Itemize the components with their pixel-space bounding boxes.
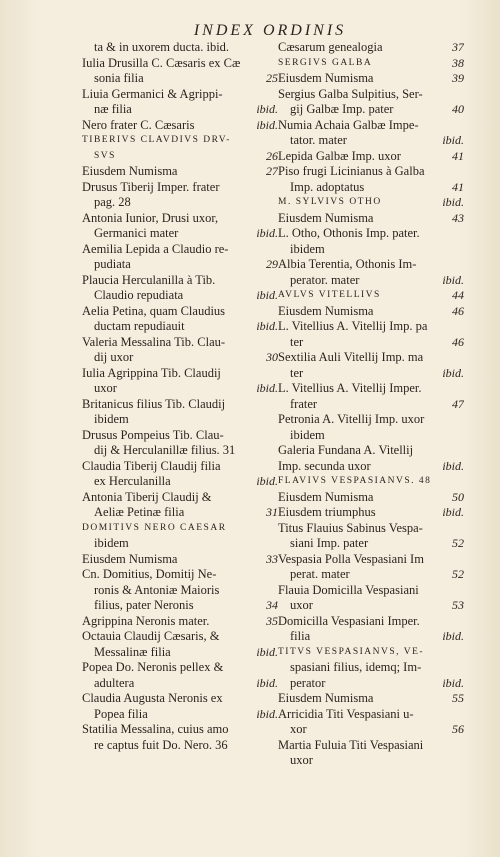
index-entry: [278, 598, 464, 614]
entry-text: DOMITIVS NERO CAESAR: [82, 522, 227, 533]
entry-text: pag. 28: [94, 195, 131, 209]
index-entry: [278, 366, 464, 382]
entry-text: Eiusdem Numisma: [278, 303, 374, 318]
page-reference: 25: [266, 71, 278, 85]
index-entry: [278, 397, 464, 413]
running-header: INDEX ORDINIS: [193, 22, 347, 39]
index-entry: [278, 149, 464, 165]
entry-text: Aemilia Lepida a Claudio re-: [82, 241, 229, 256]
entry-text: frater: [290, 396, 318, 411]
entry-text: Agrippina Neronis mater.: [82, 613, 210, 628]
entry-text: FLAVIVS VESPASIANVS. 48: [278, 476, 432, 486]
entry-text: filia: [290, 629, 311, 643]
entry-text: ter: [290, 334, 304, 349]
index-entry: [278, 288, 464, 304]
entry-text: perator. mater: [290, 272, 360, 287]
index-entry: [278, 490, 464, 506]
entry-text: TIBERIVS CLAVDIVS DRV-: [82, 135, 231, 145]
entry-text: Eiusdem Numisma: [82, 551, 178, 566]
entry-text: sonia filia: [94, 71, 144, 85]
entry-text: Lepida Galbæ Imp. uxor: [278, 148, 401, 163]
entry-text: Plaucia Herculanilla à Tib.: [82, 272, 216, 287]
page-reference: 55: [452, 691, 464, 705]
index-entry: [82, 614, 278, 630]
entry-text: Drusus Tiberij Imper. frater: [82, 179, 220, 194]
index-entry: [82, 691, 278, 707]
index-entry: [82, 257, 278, 273]
page-reference: 47: [452, 396, 464, 411]
page-reference: 27: [266, 164, 278, 178]
entry-text: næ filia: [94, 102, 132, 116]
index-entry: [82, 412, 278, 428]
entry-text: ibidem: [94, 412, 129, 426]
index-entry: [278, 536, 464, 552]
index-entry: [278, 71, 464, 87]
index-entry: [278, 164, 464, 180]
index-entry: [278, 645, 464, 661]
index-entry: [278, 133, 464, 149]
entry-text: Titus Flauius Sabinus Vespa-: [278, 520, 423, 535]
entry-text: Iulia Agrippina Tib. Claudij: [82, 365, 221, 380]
entry-text: Arricidia Titi Vespasiani u-: [278, 706, 414, 721]
entry-text: Imp. adoptatus: [290, 179, 365, 194]
entry-text: L. Vitellius A. Vitellij Imper.: [278, 381, 422, 395]
page-reference: 46: [452, 334, 464, 349]
right-column: [278, 40, 464, 769]
index-entry: [278, 583, 464, 599]
entry-text: Sergius Galba Sulpitius, Ser-: [278, 86, 423, 101]
index-entry: [278, 304, 464, 320]
index-entry: [82, 335, 278, 351]
index-entry: [82, 164, 278, 180]
index-entry: [82, 102, 278, 118]
index-entry: [82, 536, 278, 552]
entry-text: Germanici mater: [94, 226, 179, 240]
index-entry: [278, 660, 464, 676]
page-reference: ibid.: [442, 629, 464, 643]
page-reference: ibid.: [256, 226, 278, 240]
index-entry: [278, 335, 464, 351]
entry-text: spasiani filius, idemq; Im-: [290, 660, 422, 674]
entry-text: filius, pater Neronis: [94, 598, 194, 612]
index-entry: [278, 87, 464, 103]
page-reference: ibid.: [442, 365, 464, 380]
entry-text: Petronia A. Vitellij Imp. uxor: [278, 412, 425, 426]
index-entry: [278, 753, 464, 769]
entry-text: SVS: [94, 150, 116, 161]
index-entry: [278, 102, 464, 118]
index-entry: [278, 443, 464, 459]
entry-text: Eiusdem Numisma: [278, 489, 374, 504]
entry-text: Eiusdem Numisma: [82, 164, 178, 178]
page-reference: ibid.: [256, 381, 278, 395]
index-entry: [82, 273, 278, 289]
index-entry: [82, 459, 278, 475]
entry-text: Claudia Augusta Neronis ex: [82, 691, 223, 705]
index-entry: [278, 350, 464, 366]
page-reference: ibid.: [442, 458, 464, 473]
index-entry: [278, 412, 464, 428]
index-entry: [278, 722, 464, 738]
entry-text: Sextilia Auli Vitellij Imp. ma: [278, 350, 424, 364]
entry-text: re captus fuit Do. Nero. 36: [94, 737, 228, 752]
page-reference: 35: [266, 613, 278, 628]
entry-text: Messalinæ filia: [94, 644, 171, 659]
entry-text: Octauia Claudij Cæsaris, &: [82, 629, 220, 643]
index-entry: [82, 676, 278, 692]
page-reference: 41: [452, 148, 464, 163]
page-reference: 44: [452, 288, 464, 302]
entry-text: Eiusdem Numisma: [278, 210, 374, 225]
page-reference: 46: [452, 303, 464, 318]
index-entry: [278, 428, 464, 444]
index-entry: [278, 521, 464, 537]
index-entry: [82, 567, 278, 583]
page-reference: ibid.: [256, 117, 278, 132]
index-entry: [82, 707, 278, 723]
left-column: [82, 40, 278, 753]
entry-text: Numia Achaia Galbæ Impe-: [278, 117, 419, 132]
entry-text: Drusus Pompeius Tib. Clau-: [82, 427, 224, 442]
entry-text: gij Galbæ Imp. pater: [290, 102, 394, 116]
entry-text: AVLVS VITELLIVS: [278, 290, 381, 300]
page-reference: ibid.: [256, 288, 278, 302]
entry-text: perat. mater: [290, 567, 350, 581]
index-entry: [82, 180, 278, 196]
index-entry: [278, 180, 464, 196]
index-entry: [82, 149, 278, 165]
index-entry: [82, 490, 278, 506]
page-reference: ibid.: [442, 505, 464, 519]
page-reference: ibid.: [256, 102, 278, 116]
index-entry: [278, 738, 464, 754]
entry-text: perator: [290, 675, 326, 690]
entry-text: ibidem: [290, 427, 325, 442]
entry-text: SERGIVS GALBA: [278, 57, 373, 68]
page-reference: ibid.: [256, 644, 278, 659]
entry-text: TITVS VESPASIANVS, VE-: [278, 646, 425, 657]
index-entry: [82, 428, 278, 444]
entry-text: Aeliæ Petinæ filia: [94, 505, 185, 519]
entry-text: Liuia Germanici & Agrippi-: [82, 86, 223, 101]
entry-text: uxor: [290, 598, 313, 612]
index-entry: [82, 583, 278, 599]
entry-text: Claudio repudiata: [94, 288, 184, 302]
index-entry: [278, 707, 464, 723]
entry-text: Claudia Tiberij Claudij filia: [82, 458, 221, 473]
entry-text: dij & Herculanillæ filius. 31: [94, 443, 236, 457]
page-reference: 41: [452, 179, 464, 194]
page-reference: 26: [266, 148, 278, 163]
page-reference: 38: [452, 55, 464, 70]
page-reference: 43: [452, 210, 464, 225]
page-reference: 50: [452, 489, 464, 504]
entry-text: pudiata: [94, 257, 131, 271]
page-reference: 31: [266, 505, 278, 519]
entry-text: Eiusdem Numisma: [278, 71, 374, 85]
index-entry: [82, 443, 278, 459]
entry-text: tator. mater: [290, 133, 347, 147]
page-reference: 37: [452, 40, 464, 54]
page-reference: ibid.: [442, 133, 464, 147]
entry-text: ductam repudiauit: [94, 319, 185, 333]
index-entry: [82, 722, 278, 738]
index-entry: [82, 118, 278, 134]
entry-text: siani Imp. pater: [290, 536, 369, 550]
entry-text: xor: [290, 722, 307, 736]
entry-text: Popea Do. Neronis pellex &: [82, 660, 224, 674]
page-reference: ibid.: [442, 195, 464, 209]
page-reference: 33: [266, 551, 278, 566]
entry-text: L. Vitellius A. Vitellij Imp. pa: [278, 319, 428, 333]
entry-text: uxor: [94, 381, 117, 395]
index-entry: [82, 288, 278, 304]
page-reference: 52: [452, 536, 464, 550]
page-reference: ibid.: [442, 272, 464, 287]
entry-text: ta & in uxorem ducta. ibid.: [94, 40, 230, 54]
page-reference: ibid.: [256, 319, 278, 333]
entry-text: uxor: [290, 753, 313, 767]
index-entry: [278, 211, 464, 227]
index-entry: [82, 598, 278, 614]
index-entry: [278, 226, 464, 242]
entry-text: Antonia Tiberij Claudij &: [82, 489, 212, 504]
page-reference: 56: [452, 722, 464, 736]
index-entry: [82, 645, 278, 661]
index-entry: [82, 397, 278, 413]
index-entry: [278, 567, 464, 583]
entry-text: Galeria Fundana A. Vitellij: [278, 443, 414, 457]
entry-text: ibidem: [290, 241, 325, 256]
index-entry: [82, 56, 278, 72]
entry-text: Flauia Domicilla Vespasiani: [278, 582, 419, 597]
index-entry: [278, 474, 464, 490]
index-entry: [82, 660, 278, 676]
entry-text: Domicilla Vespasiani Imper.: [278, 613, 420, 628]
page-reference: ibid.: [256, 474, 278, 488]
entry-text: Popea filia: [94, 706, 148, 721]
index-entry: [278, 257, 464, 273]
page-reference: 53: [452, 598, 464, 612]
index-entry: [82, 552, 278, 568]
index-entry: [82, 71, 278, 87]
index-entry: [278, 195, 464, 211]
entry-text: adultera: [94, 675, 135, 690]
index-entry: [82, 738, 278, 754]
entry-text: Nero frater C. Cæsaris: [82, 117, 195, 132]
entry-text: Britanicus filius Tib. Claudij: [82, 396, 226, 411]
page-reference: ibid.: [256, 706, 278, 721]
entry-text: ronis & Antoniæ Maioris: [94, 582, 220, 597]
entry-text: Cæsarum genealogia: [278, 40, 383, 54]
entry-text: Statilia Messalina, cuius amo: [82, 722, 229, 736]
entry-text: Eiusdem Numisma: [278, 691, 374, 705]
index-entry: [82, 304, 278, 320]
index-entry: [82, 133, 278, 149]
index-entry: [82, 629, 278, 645]
index-entry: [278, 40, 464, 56]
page-reference: 29: [266, 257, 278, 271]
entry-text: Eiusdem triumphus: [278, 505, 376, 519]
page-reference: 40: [452, 102, 464, 116]
entry-text: L. Otho, Othonis Imp. pater.: [278, 226, 420, 240]
index-entry: [278, 459, 464, 475]
entry-text: Iulia Drusilla C. Cæsaris ex Cæ: [82, 55, 241, 70]
page-reference: 39: [452, 71, 464, 85]
index-entry: [82, 226, 278, 242]
page-reference: ibid.: [256, 675, 278, 690]
entry-text: ex Herculanilla: [94, 474, 171, 488]
index-entry: [82, 40, 278, 56]
index-entry: [82, 87, 278, 103]
index-entry: [278, 505, 464, 521]
index-entry: [82, 366, 278, 382]
index-entry: [278, 273, 464, 289]
index-entry: [82, 195, 278, 211]
entry-text: Valeria Messalina Tib. Clau-: [82, 334, 226, 349]
entry-text: Vespasia Polla Vespasiani Im: [278, 551, 424, 566]
index-entry: [82, 474, 278, 490]
index-entry: [82, 381, 278, 397]
index-entry: [278, 118, 464, 134]
index-entry: [278, 381, 464, 397]
entry-text: Aelia Petina, quam Claudius: [82, 303, 226, 318]
index-entry: [278, 691, 464, 707]
index-entry: [278, 552, 464, 568]
page-reference: ibid.: [442, 675, 464, 690]
entry-text: Imp. secunda uxor: [278, 458, 371, 473]
index-entry: [278, 676, 464, 692]
index-entry: [278, 629, 464, 645]
page-reference: 52: [452, 567, 464, 581]
page-reference: 34: [266, 598, 278, 612]
entry-text: Antonia Iunior, Drusi uxor,: [82, 210, 219, 225]
index-entry: [278, 614, 464, 630]
entry-text: ibidem: [94, 536, 129, 550]
entry-text: dij uxor: [94, 350, 134, 364]
index-entry: [278, 319, 464, 335]
index-entry: [82, 211, 278, 227]
index-entry: [278, 242, 464, 258]
index-entry: [82, 521, 278, 537]
page-reference: 30: [266, 350, 278, 364]
entry-text: Piso frugi Licinianus à Galba: [278, 164, 425, 178]
index-entry: [82, 505, 278, 521]
entry-text: Cn. Domitius, Domitij Ne-: [82, 567, 217, 581]
entry-text: Martia Fuluia Titi Vespasiani: [278, 737, 424, 752]
index-entry: [82, 319, 278, 335]
entry-text: M. SYLVIVS OTHO: [278, 197, 382, 207]
index-entry: [82, 350, 278, 366]
index-entry: [82, 242, 278, 258]
index-entry: [278, 56, 464, 72]
entry-text: Albia Terentia, Othonis Im-: [278, 257, 417, 271]
entry-text: ter: [290, 365, 304, 380]
